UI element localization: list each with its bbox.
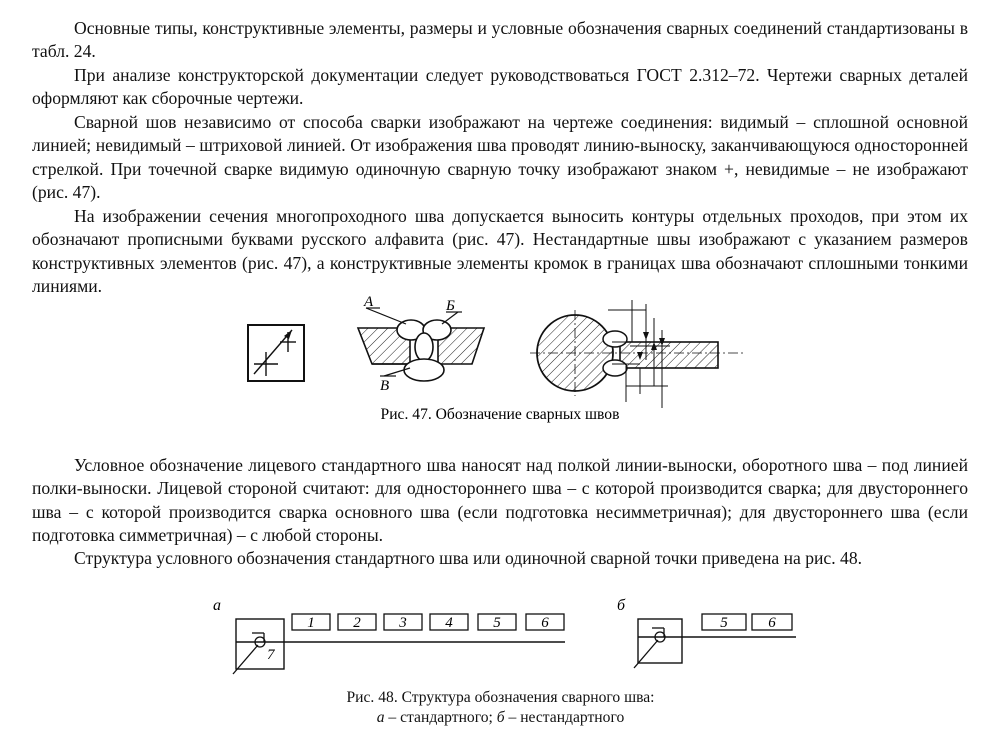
paragraph-6-text: Структура условного обозначения стандартного шва или одиночной сварной точки приведена на рис. 48. <box>74 548 863 568</box>
figure-48-caption-line2 <box>0 708 1001 727</box>
paragraph-3-text: Сварной шов независимо от способа сварки изображают на чертеже соединения: видимый – сплошной основной линией; невидимый – штриховой линией. От изображения шва проводят линию-выноску, заканчивающуюся односторонней стрелкой. При точечной сварке видимую одиночную сварную точку изображают знаком +, невидимые – не изображают (рис. 47). <box>32 112 968 203</box>
caption-b-letter: б <box>496 709 505 726</box>
label-b: Б <box>446 298 455 314</box>
paragraph-5-text: Условное обозначение лицевого стандартного шва наносят над полкой линии-выноски, оборотного шва – под линией полки-выноски. Лицевой стороной считают: для одностороннего шва – с которой производится сварка; для двустороннего шва – с которой производится сварка основного шва (если подготовка несимметричная); для двустороннего шва (если подготовка симметричная) – с любой стороны. <box>32 455 968 546</box>
label-a: А <box>364 294 374 310</box>
panel-a-letter: а <box>213 597 221 614</box>
paragraph-2 <box>32 64 968 111</box>
caption-b-text: – нестандартного <box>504 709 625 726</box>
figure-47-caption: Рис. 47. Обозначение сварных швов <box>380 406 620 423</box>
paragraph-4 <box>32 205 968 299</box>
panel-a-corner-label: 7 <box>267 647 275 663</box>
paragraph-3 <box>32 111 968 205</box>
caption-a-text: – стандартного; <box>384 709 497 726</box>
box-b-6: 6 <box>768 615 776 631</box>
spot-weld-drawing <box>248 325 304 381</box>
paragraph-5 <box>32 454 968 548</box>
paragraph-4-text: На изображении сечения многопроходного шва допускается выносить контуры отдельных проходов, при этом их обозначают прописными буквами русского алфавита (рис. 47). Нестандартные швы изображают с указанием размеров конструктивных элементов (рис. 47), а конструктивные элементы кромок в границах шва обозначают сплошными тонкими линиями. <box>32 206 968 297</box>
figure-48-panel-a <box>213 597 565 674</box>
paragraph-2-text: При анализе конструкторской документации следует руководствоваться ГОСТ 2.312–72. Чертежи сварных деталей оформляют как сборочные чертежи. <box>32 65 968 109</box>
figure-47 <box>0 290 1001 422</box>
box-b-5: 5 <box>720 615 728 631</box>
caption-a-letter: а <box>376 709 385 726</box>
figure-48 <box>0 592 1001 692</box>
paragraph-1-text: Основные типы, конструктивные элементы, размеры и условные обозначения сварных соединений стандартизованы в табл. 24. <box>32 18 968 62</box>
label-v: В <box>380 378 390 394</box>
box-5: 5 <box>493 615 501 631</box>
box-2: 2 <box>353 615 361 631</box>
paragraph-1 <box>32 17 968 64</box>
box-1: 1 <box>307 615 315 631</box>
box-4: 4 <box>445 615 453 631</box>
figure-48-panel-b <box>617 597 796 668</box>
box-6: 6 <box>541 615 549 631</box>
figure-48-caption-line1: Рис. 48. Структура обозначения сварного шва: <box>346 689 655 706</box>
box-3: 3 <box>399 615 407 631</box>
panel-b-letter: б <box>617 597 626 614</box>
paragraph-6 <box>32 547 968 570</box>
multipass-weld-section <box>358 294 484 394</box>
nonstandard-weld-drawing <box>530 300 745 408</box>
